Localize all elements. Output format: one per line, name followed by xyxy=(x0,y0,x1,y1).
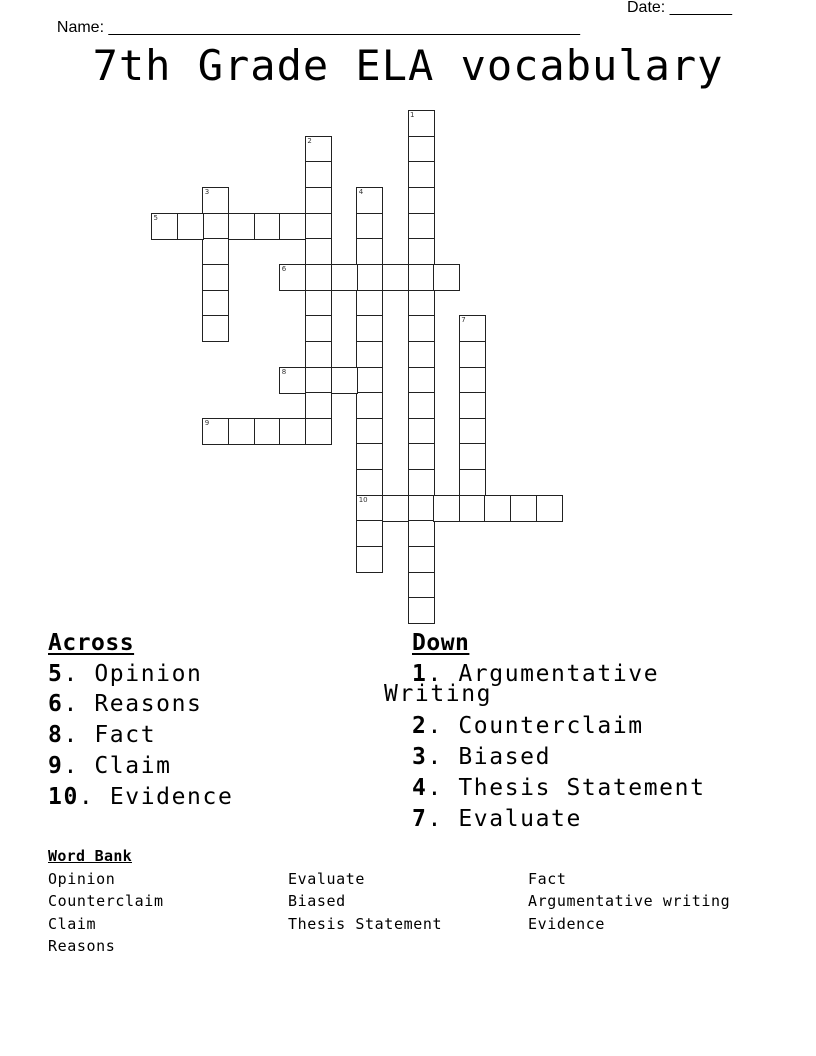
clue-down-4: 4. Thesis Statement xyxy=(412,774,706,801)
crossword-cell[interactable] xyxy=(356,213,383,240)
crossword-cell[interactable] xyxy=(408,367,435,394)
down-heading: Down xyxy=(412,630,470,656)
crossword-cell[interactable] xyxy=(202,187,229,214)
crossword-cell[interactable] xyxy=(433,264,460,291)
crossword-cell[interactable] xyxy=(305,238,332,265)
crossword-cell[interactable] xyxy=(408,469,435,496)
crossword-cell[interactable] xyxy=(408,392,435,419)
crossword-cell[interactable] xyxy=(356,264,383,291)
crossword-cell[interactable] xyxy=(356,238,383,265)
crossword-cell[interactable] xyxy=(305,187,332,214)
name-field[interactable]: Name: _____________________________________________________ xyxy=(56,19,581,36)
cell-number: 7 xyxy=(461,316,466,325)
crossword-cell[interactable] xyxy=(356,315,383,342)
crossword-cell[interactable] xyxy=(202,315,229,342)
crossword-cell[interactable] xyxy=(305,161,332,188)
word-bank-item: Fact xyxy=(528,869,567,888)
crossword-cell[interactable] xyxy=(408,341,435,368)
crossword-cell[interactable] xyxy=(228,418,255,445)
word-bank-item: Opinion xyxy=(48,869,116,888)
crossword-cell[interactable] xyxy=(305,341,332,368)
crossword-cell[interactable] xyxy=(408,443,435,470)
crossword-cell[interactable] xyxy=(356,469,383,496)
crossword-cell[interactable] xyxy=(408,418,435,445)
crossword-cell[interactable] xyxy=(408,187,435,214)
crossword-cell[interactable] xyxy=(279,418,306,445)
crossword-cell[interactable] xyxy=(151,213,178,240)
word-bank-item: Evidence xyxy=(528,914,606,933)
crossword-cell[interactable] xyxy=(228,213,255,240)
crossword-cell[interactable] xyxy=(331,264,358,291)
crossword-cell[interactable] xyxy=(408,546,435,573)
crossword-cell[interactable] xyxy=(408,315,435,342)
crossword-cell[interactable] xyxy=(408,495,435,522)
crossword-cell[interactable] xyxy=(459,367,486,394)
crossword-cell[interactable] xyxy=(202,264,229,291)
crossword-cell[interactable] xyxy=(305,290,332,317)
crossword-cell[interactable] xyxy=(459,392,486,419)
crossword-cell[interactable] xyxy=(356,367,383,394)
crossword-cell[interactable] xyxy=(510,495,537,522)
crossword-cell[interactable] xyxy=(536,495,563,522)
crossword-cell[interactable] xyxy=(356,418,383,445)
crossword-cell[interactable] xyxy=(459,341,486,368)
crossword-cell[interactable] xyxy=(459,418,486,445)
word-bank-item: Reasons xyxy=(48,937,116,955)
cell-number: 10 xyxy=(358,495,368,504)
crossword-cell[interactable] xyxy=(305,315,332,342)
crossword-cell[interactable] xyxy=(459,443,486,470)
crossword-cell[interactable] xyxy=(305,136,332,163)
word-bank xyxy=(48,845,788,968)
crossword-cell[interactable] xyxy=(408,213,435,240)
crossword-cell[interactable] xyxy=(459,495,486,522)
crossword-cell[interactable] xyxy=(382,264,409,291)
word-bank-heading: Word Bank xyxy=(48,847,132,865)
clue-across-10: 10. Evidence xyxy=(48,783,234,810)
page-title: 7th Grade ELA vocabulary xyxy=(92,41,724,90)
down-clues xyxy=(384,628,772,834)
cell-number: 5 xyxy=(153,213,158,222)
crossword-cell[interactable] xyxy=(202,290,229,317)
date-field[interactable]: Date: _______ xyxy=(627,0,732,16)
word-bank-item: Argumentative writing xyxy=(528,892,731,910)
word-bank-item: Biased xyxy=(288,892,346,910)
crossword-cell[interactable] xyxy=(202,418,229,445)
crossword-cell[interactable] xyxy=(356,443,383,470)
across-heading: Across xyxy=(48,630,135,656)
crossword-cell[interactable] xyxy=(408,520,435,547)
crossword-cell[interactable] xyxy=(279,264,306,291)
word-bank-list xyxy=(48,868,788,968)
crossword-cell[interactable] xyxy=(408,161,435,188)
crossword-cell[interactable] xyxy=(254,213,281,240)
crossword-cell[interactable] xyxy=(433,495,460,522)
crossword-cell[interactable] xyxy=(484,495,511,522)
crossword-cell[interactable] xyxy=(356,341,383,368)
word-bank-item: Claim xyxy=(48,914,97,933)
crossword-cell[interactable] xyxy=(408,238,435,265)
word-bank-item: Thesis Statement xyxy=(288,914,443,933)
crossword-cell[interactable] xyxy=(356,187,383,214)
cell-number: 4 xyxy=(358,187,364,196)
cell-number: 1 xyxy=(410,111,415,119)
crossword-cell[interactable] xyxy=(356,495,383,522)
crossword-cell[interactable] xyxy=(459,469,486,496)
crossword-cell[interactable] xyxy=(408,597,435,624)
crossword-cell[interactable] xyxy=(356,520,383,547)
crossword-cell[interactable] xyxy=(356,392,383,419)
cell-number: 9 xyxy=(204,418,210,427)
crossword-cell[interactable] xyxy=(202,213,229,240)
crossword-cell[interactable] xyxy=(279,367,306,394)
crossword-cell[interactable] xyxy=(305,264,332,291)
crossword-cell[interactable] xyxy=(382,495,409,522)
clue-down-7: 7. Evaluate xyxy=(412,805,582,832)
crossword-cell[interactable] xyxy=(356,546,383,573)
word-bank-item: Counterclaim xyxy=(48,892,164,910)
clue-across-9: 9. Claim xyxy=(48,752,172,779)
crossword-cell[interactable] xyxy=(408,572,435,599)
crossword-grid xyxy=(151,110,562,623)
cell-number: 6 xyxy=(281,264,287,273)
crossword-cell[interactable] xyxy=(254,418,281,445)
clue-across-5: 5. Opinion xyxy=(48,660,203,687)
crossword-cell[interactable] xyxy=(305,418,332,445)
crossword-cell[interactable] xyxy=(408,290,435,317)
crossword-cell[interactable] xyxy=(408,264,435,291)
crossword-cell[interactable] xyxy=(305,213,332,240)
cell-number: 3 xyxy=(204,187,210,196)
crossword-cell[interactable] xyxy=(459,315,486,342)
clue-down-1: 1. Argumentative Writing xyxy=(384,660,660,708)
crossword-cell[interactable] xyxy=(356,290,383,317)
crossword-cell[interactable] xyxy=(305,367,332,394)
clue-across-8: 8. Fact xyxy=(48,722,157,749)
clue-down-2: 2. Counterclaim xyxy=(412,713,644,740)
crossword-cell[interactable] xyxy=(408,136,435,163)
cell-number: 2 xyxy=(307,136,312,145)
clue-down-3: 3. Biased xyxy=(412,744,552,771)
across-clues xyxy=(48,628,398,812)
clue-across-6: 6. Reasons xyxy=(48,691,203,718)
crossword-cell[interactable] xyxy=(408,110,435,137)
crossword-cell[interactable] xyxy=(279,213,306,240)
crossword-cell[interactable] xyxy=(202,238,229,265)
crossword-cell[interactable] xyxy=(177,213,204,240)
word-bank-item: Evaluate xyxy=(288,869,366,888)
cell-number: 8 xyxy=(281,367,287,376)
crossword-cell[interactable] xyxy=(305,392,332,419)
crossword-cell[interactable] xyxy=(331,367,358,394)
